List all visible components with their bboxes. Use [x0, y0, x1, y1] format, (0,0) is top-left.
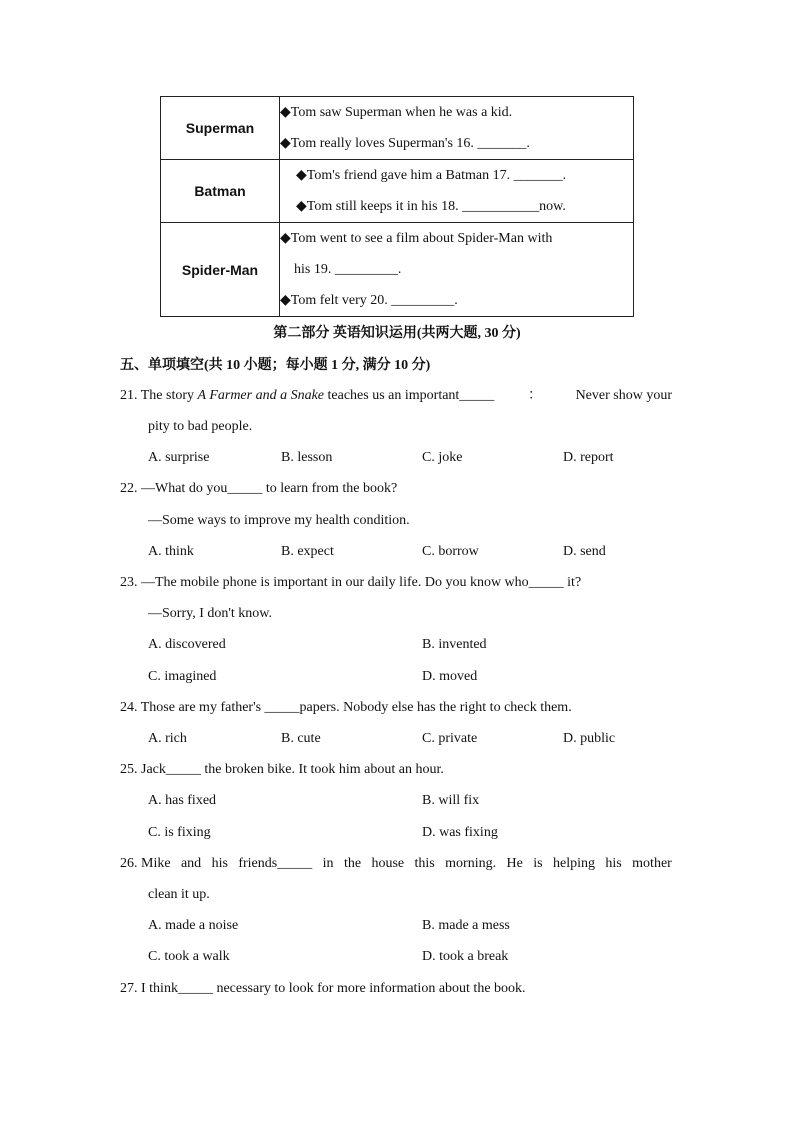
table-row: [161, 97, 634, 160]
option-b: B. cute: [281, 731, 321, 746]
question-21-stem-lead: 21. The story A Farmer and a Snake teaches us an important_____: [120, 388, 495, 403]
table-row: [161, 160, 634, 223]
question-22-cont: —Some ways to improve my health condition.: [148, 513, 410, 528]
question-23-stem: 23. —The mobile phone is important in our daily life. Do you know who_____ it?: [120, 575, 582, 590]
stem-word: the: [343, 856, 362, 871]
desc-line: ◆Tom's friend gave him a Batman 17. _______.: [296, 168, 567, 183]
stem-word: and: [180, 856, 202, 871]
desc-line: ◆Tom really loves Superman's 16. _______.: [280, 136, 530, 151]
stem-word: his: [211, 856, 228, 871]
option-b: B. lesson: [281, 450, 333, 465]
story-title: A Farmer and a Snake: [197, 388, 325, 403]
stem-word: 26. Mike: [120, 856, 171, 871]
stem-word: friends_____: [238, 856, 313, 871]
option-d: D. public: [563, 731, 616, 746]
desc-line: ◆Tom felt very 20. _________.: [280, 293, 458, 308]
option-a: A. rich: [148, 731, 187, 746]
section-subtitle: 五、单项填空(共 10 小题；每小题 1 分, 满分 10 分): [120, 358, 431, 373]
section-title: 第二部分 英语知识运用(共两大题, 30 分): [273, 326, 521, 341]
table-row: [161, 223, 634, 317]
hero-desc-cell: [280, 97, 634, 160]
option-a: A. discovered: [148, 637, 226, 652]
hero-desc-cell: [280, 223, 634, 317]
option-c: C. imagined: [148, 669, 217, 684]
desc-line: his 19. _________.: [294, 262, 402, 277]
option-d: D. was fixing: [422, 825, 498, 840]
question-21-stem: [120, 382, 672, 410]
question-21-colon: ：: [527, 388, 542, 403]
option-a: A. made a noise: [148, 918, 239, 933]
option-c: C. took a walk: [148, 949, 230, 964]
stem-word: helping: [553, 856, 596, 871]
question-21-cont: pity to bad people.: [148, 419, 253, 434]
question-21-stem-tail: Never show your: [575, 388, 672, 403]
option-a: A. surprise: [148, 450, 210, 465]
option-c: C. private: [422, 731, 478, 746]
question-23-cont: —Sorry, I don't know.: [148, 606, 272, 621]
option-a: A. has fixed: [148, 793, 217, 808]
hero-name-cell: Batman: [161, 160, 280, 223]
stem-word: his: [605, 856, 622, 871]
option-a: A. think: [148, 544, 194, 559]
hero-info-table: [160, 96, 634, 317]
option-b: B. invented: [422, 637, 487, 652]
stem-word: in: [322, 856, 334, 871]
hero-desc-cell: [280, 160, 634, 223]
desc-line: ◆Tom saw Superman when he was a kid.: [280, 105, 513, 120]
option-c: C. borrow: [422, 544, 479, 559]
hero-name-cell: Spider-Man: [161, 223, 280, 317]
hero-name-cell: Superman: [161, 97, 280, 160]
option-c: C. is fixing: [148, 825, 211, 840]
stem-word: mother: [632, 856, 672, 871]
stem-word: is: [533, 856, 543, 871]
question-26-stem: [120, 850, 672, 878]
option-b: B. made a mess: [422, 918, 510, 933]
option-b: B. will fix: [422, 793, 480, 808]
stem-word: morning.: [445, 856, 497, 871]
option-d: D. send: [563, 544, 606, 559]
question-22-stem: 22. —What do you_____ to learn from the book?: [120, 481, 398, 496]
question-25-stem: 25. Jack_____ the broken bike. It took him about an hour.: [120, 762, 444, 777]
stem-word: this: [414, 856, 435, 871]
option-d: D. took a break: [422, 949, 509, 964]
question-26-cont: clean it up.: [148, 887, 210, 902]
desc-line: ◆Tom went to see a film about Spider-Man with: [280, 231, 553, 246]
stem-word: house: [371, 856, 405, 871]
option-b: B. expect: [281, 544, 334, 559]
question-24-stem: 24. Those are my father's _____papers. Nobody else has the right to check them.: [120, 700, 572, 715]
stem-word: He: [506, 856, 523, 871]
desc-line: ◆Tom still keeps it in his 18. ___________now.: [296, 199, 566, 214]
option-c: C. joke: [422, 450, 463, 465]
question-27-stem: 27. I think_____ necessary to look for more information about the book.: [120, 981, 526, 996]
option-d: D. report: [563, 450, 614, 465]
option-d: D. moved: [422, 669, 478, 684]
